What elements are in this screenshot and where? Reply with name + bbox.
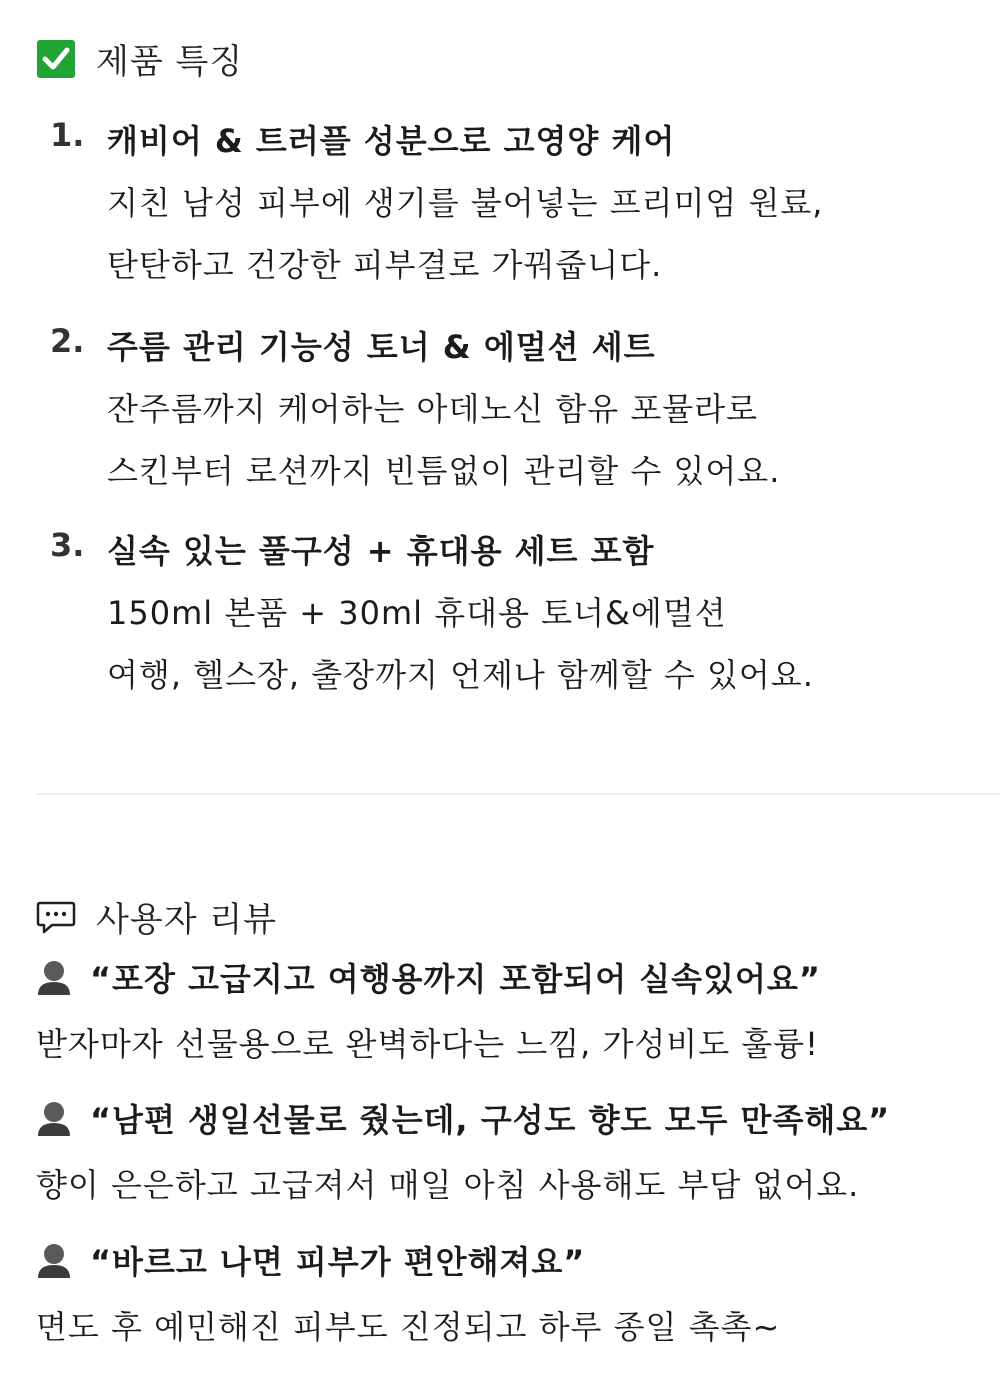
- feature-description-line: 스킨부터 로션까지 빈틈없이 관리할 수 있어요.: [107, 452, 781, 490]
- feature-title: 실속 있는 풀구성 + 휴대용 세트 포함: [107, 532, 655, 570]
- reviews-heading-label: 사용자 리뷰: [96, 900, 278, 940]
- speech-bubble-icon: [36, 897, 76, 937]
- feature-description-line: 여행, 헬스장, 출장까지 언제나 함께할 수 있어요.: [107, 656, 814, 694]
- feature-description-line: 지친 남성 피부에 생기를 불어넣는 프리미엄 원료,: [107, 184, 824, 222]
- feature-number: 2.: [50, 322, 85, 360]
- review-item: [36, 1238, 986, 1348]
- reviews-heading: [36, 892, 277, 941]
- review-quote: “남편 생일선물로 줬는데, 구성도 향도 모두 만족해요”: [90, 1101, 891, 1139]
- section-divider: [36, 793, 1000, 795]
- feature-number: 3.: [50, 526, 85, 564]
- review-item: [36, 955, 986, 1065]
- feature-description-line: 150ml 본품 + 30ml 휴대용 토너&에멀션: [107, 594, 727, 632]
- feature-title: 주름 관리 기능성 토너 & 에멀션 세트: [107, 328, 656, 366]
- features-heading: [36, 34, 243, 83]
- person-icon: [36, 1241, 72, 1279]
- review-text: 면도 후 예민해진 피부도 진정되고 하루 종일 촉촉~: [36, 1308, 781, 1346]
- review-quote: “포장 고급지고 여행용까지 포함되어 실속있어요”: [90, 960, 821, 998]
- feature-description-line: 잔주름까지 케어하는 아데노신 함유 포뮬라로: [107, 390, 759, 428]
- check-box-icon: [36, 39, 76, 79]
- review-quote: “바르고 나면 피부가 편안해져요”: [90, 1243, 586, 1281]
- review-text: 받자마자 선물용으로 완벽하다는 느낌, 가성비도 훌륭!: [36, 1025, 819, 1063]
- person-icon: [36, 1099, 72, 1137]
- features-heading-label: 제품 특징: [96, 42, 244, 82]
- feature-number: 1.: [50, 116, 85, 154]
- person-icon: [36, 958, 72, 996]
- feature-description-line: 탄탄하고 건강한 피부결로 가꿔줍니다.: [107, 246, 663, 284]
- feature-title: 캐비어 & 트러플 성분으로 고영양 케어: [107, 122, 676, 160]
- review-text: 향이 은은하고 고급져서 매일 아침 사용해도 부담 없어요.: [36, 1166, 860, 1204]
- review-item: [36, 1096, 986, 1206]
